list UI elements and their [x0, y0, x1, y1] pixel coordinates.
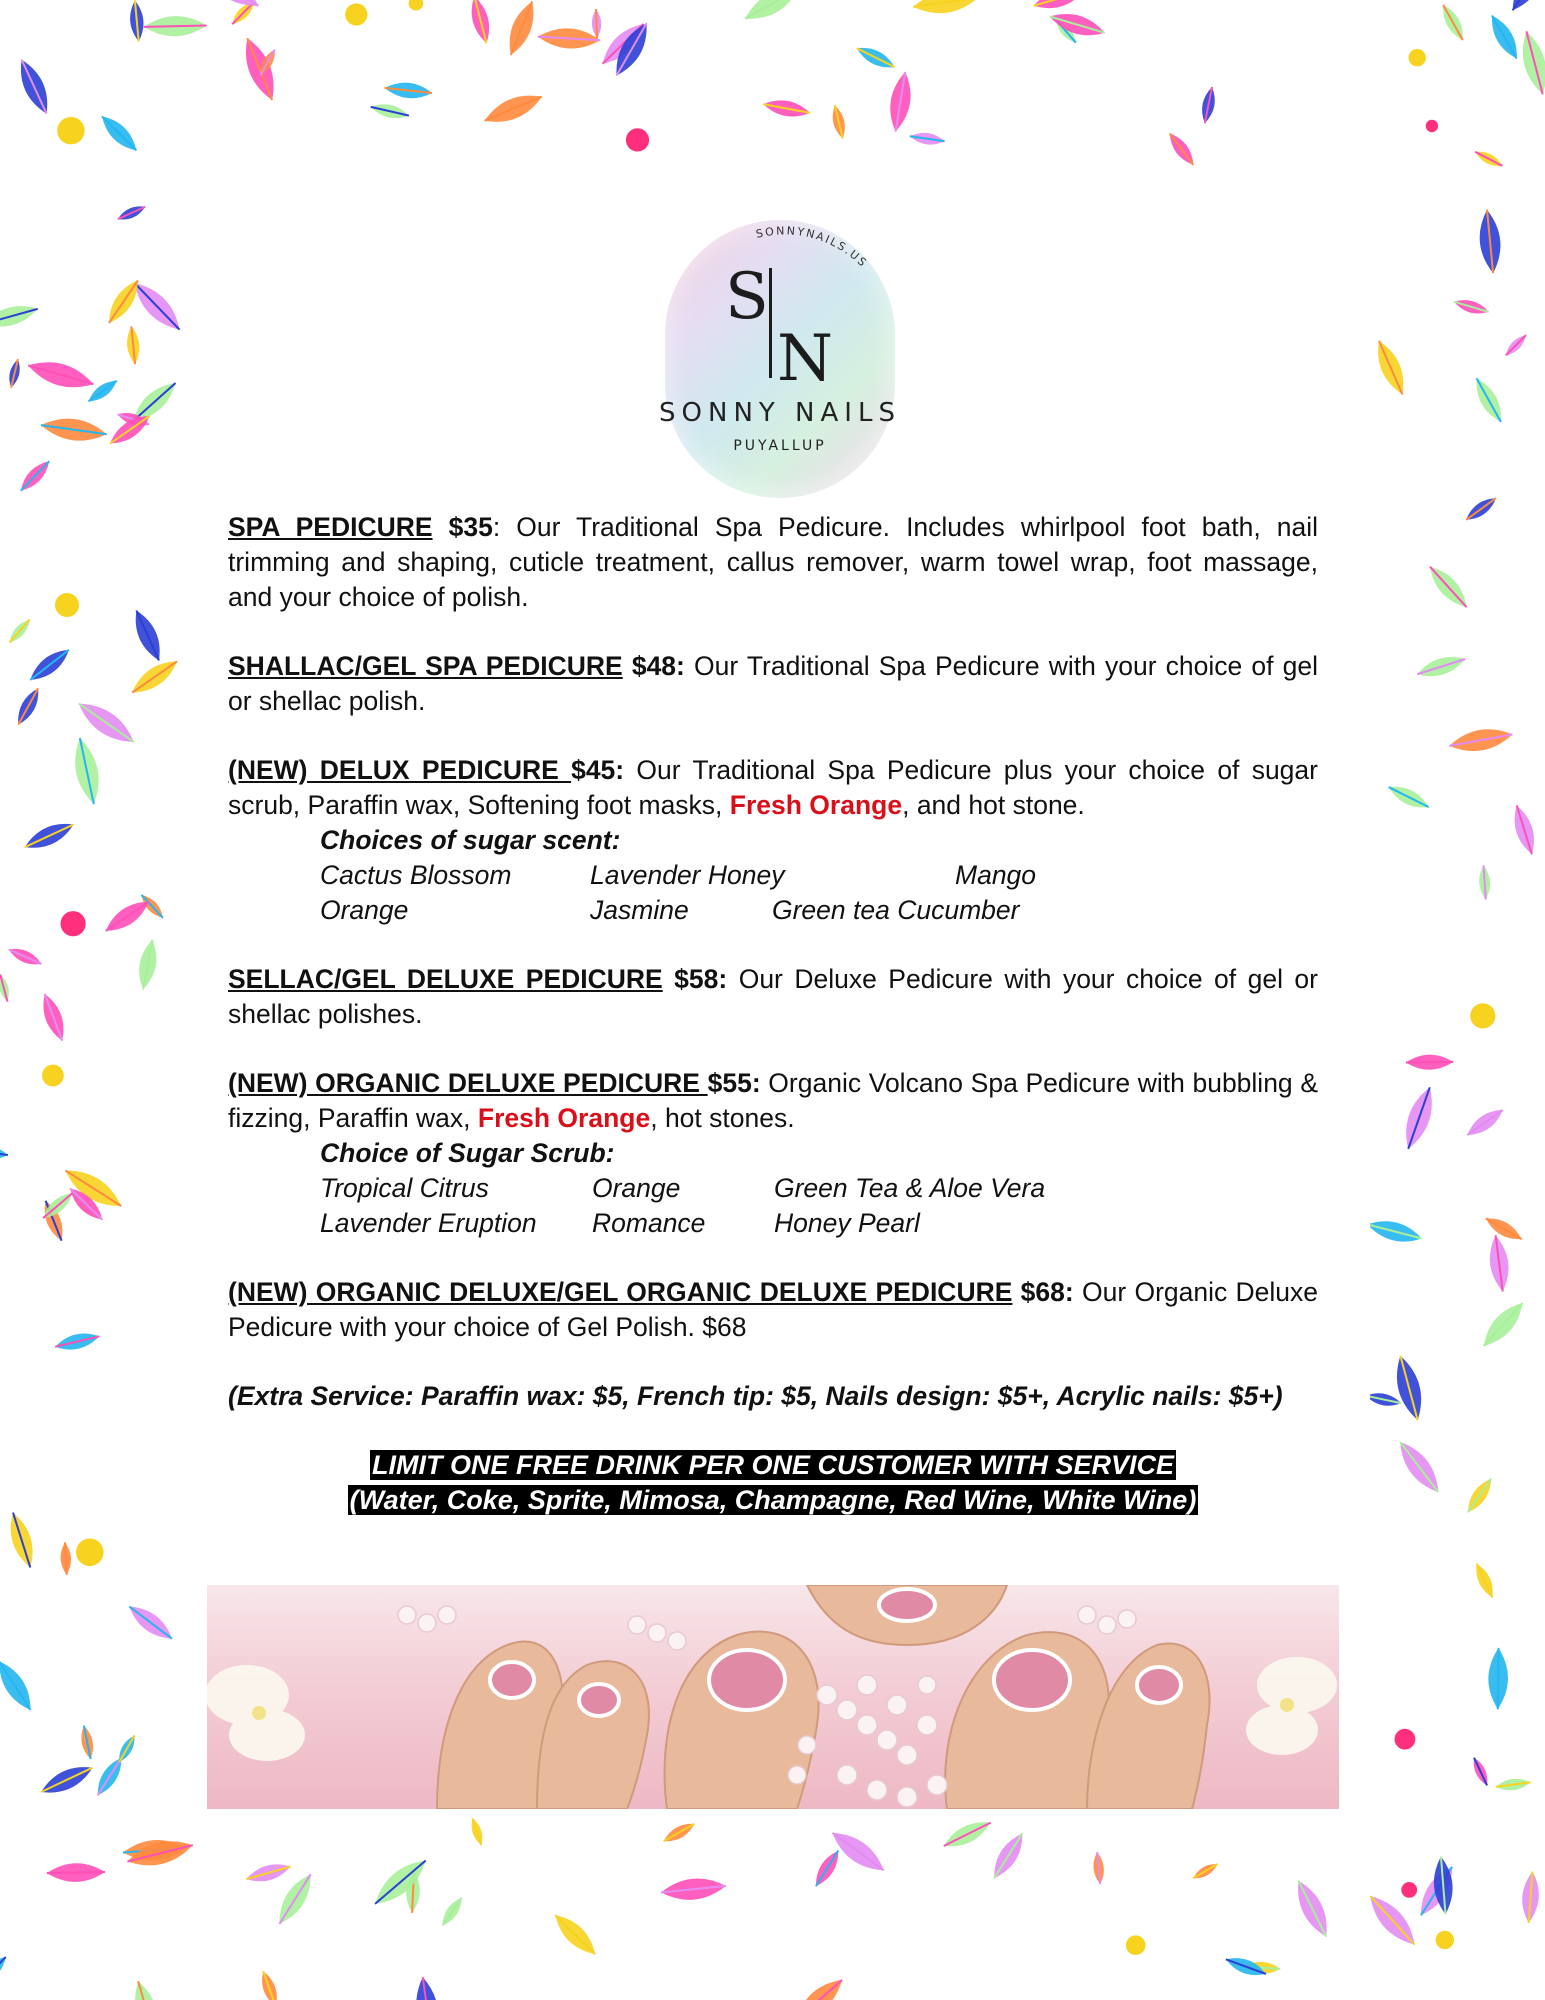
choice-item: Cactus Blossom — [320, 860, 512, 890]
fresh-orange-highlight: Fresh Orange — [729, 790, 903, 820]
border-leaf — [1473, 147, 1505, 170]
border-berry — [626, 128, 649, 151]
border-leaf — [79, 1724, 96, 1760]
choice-item: Lavender Honey — [590, 860, 785, 890]
service-price: $68: — [1012, 1277, 1074, 1307]
border-leaf — [886, 70, 915, 133]
fresh-orange-highlight: Fresh Orange — [477, 1103, 651, 1133]
border-leaf — [549, 1909, 601, 1961]
border-leaf — [1437, 2, 1468, 44]
service-menu — [228, 510, 1318, 1518]
border-leaf — [127, 654, 182, 700]
border-leaf — [826, 1825, 889, 1879]
service-price: $35 — [432, 512, 493, 542]
border-leaf — [1031, 0, 1086, 14]
sugar-scent-choices — [320, 823, 1318, 928]
service-shellac-gel-deluxe-pedicure — [228, 962, 1318, 1032]
choice-item: Mango — [955, 860, 1037, 890]
choices-heading: Choice of Sugar Scrub: — [320, 1138, 615, 1168]
service-price: $58: — [662, 964, 728, 994]
border-leaf — [1362, 1889, 1422, 1952]
border-berry — [1436, 1931, 1454, 1949]
border-berry — [1395, 1729, 1416, 1750]
border-leaf — [144, 15, 207, 36]
service-name: (NEW) ORGANIC DELUXE/GEL ORGANIC DELUXE PEDICURE — [228, 1277, 1013, 1307]
service-description: Our Deluxe Pedicure with your choice of gel or shellac polishes. — [228, 964, 1318, 1029]
border-leaf — [1470, 1756, 1492, 1788]
border-berry — [409, 0, 424, 11]
service-price: $45: — [571, 755, 625, 785]
border-leaf — [6, 616, 34, 645]
border-leaf — [1463, 493, 1500, 524]
border-leaf — [85, 376, 120, 406]
border-leaf — [244, 1860, 292, 1887]
service-name: SHALLAC/GEL SPA PEDICURE — [228, 651, 623, 681]
border-leaf — [1398, 1084, 1439, 1153]
border-leaf — [1470, 374, 1508, 425]
border-leaf — [1488, 1648, 1508, 1710]
border-leaf — [810, 1847, 844, 1890]
border-leaf — [13, 56, 55, 118]
border-leaf — [102, 276, 145, 328]
border-leaf — [125, 326, 141, 365]
service-description: Our Organic Deluxe Pedicure with your choice of Gel Polish. $68 — [228, 1277, 1319, 1342]
border-leaf — [37, 1759, 96, 1800]
border-leaf — [854, 42, 898, 73]
border-leaf — [237, 34, 282, 104]
free-drink-notice — [228, 1448, 1318, 1518]
logo-divider — [769, 268, 772, 378]
border-leaf — [16, 457, 54, 496]
service-price: $48: — [622, 651, 685, 681]
border-leaf — [940, 1815, 994, 1853]
border-leaf — [1385, 781, 1432, 814]
service-description: : Our Traditional Spa Pedicure. Includes whirlpool foot bath, nail trimming and shaping, cuticle treatment, callus remover, warm towel wrap, foot massage, and your choice of polish. — [228, 512, 1318, 612]
svg-text:SONNYNAILS.US: SONNYNAILS.US — [754, 224, 871, 271]
feet-with-pearls-illustration — [207, 1585, 1339, 1809]
border-leaf — [660, 1876, 727, 1903]
border-leaf — [1365, 1216, 1424, 1248]
choice-item: Jasmine — [590, 895, 689, 925]
border-berry — [76, 1539, 104, 1567]
logo-city: PUYALLUP — [733, 438, 827, 454]
border-berry — [42, 1065, 64, 1087]
pedicure-photo — [207, 1585, 1339, 1809]
border-leaf — [1092, 1852, 1105, 1885]
border-leaf — [987, 1829, 1030, 1883]
border-leaf — [1415, 651, 1468, 682]
border-leaf — [258, 1969, 282, 2000]
choices-heading: Choices of sugar scent: — [320, 825, 621, 855]
border-leaf — [740, 0, 803, 27]
border-leaf — [790, 1973, 849, 2000]
service-organic-deluxe-pedicure — [228, 1066, 1318, 1241]
border-leaf — [4, 1510, 39, 1570]
border-leaf — [0, 973, 12, 1003]
border-leaf — [1477, 209, 1503, 274]
border-leaf — [0, 1953, 10, 1989]
choice-item: Green Tea & Aloe Vera — [774, 1173, 1046, 1203]
border-leaf — [47, 1863, 106, 1883]
border-leaf — [272, 1869, 319, 1929]
border-leaf — [1463, 1475, 1497, 1516]
service-description-end: , and hot stone. — [902, 790, 1085, 820]
logo-monogram-s: S — [725, 260, 769, 334]
border-leaf — [1463, 1104, 1507, 1141]
service-name: SELLAC/GEL DELUXE PEDICURE — [228, 964, 663, 994]
service-delux-pedicure — [228, 753, 1318, 928]
border-leaf — [7, 358, 23, 389]
border-berry — [61, 911, 86, 936]
border-leaf — [128, 0, 145, 42]
border-leaf — [502, 0, 541, 58]
border-leaf — [1478, 865, 1491, 900]
border-leaf — [467, 0, 494, 45]
border-leaf — [1447, 724, 1514, 756]
border-berry — [1426, 120, 1438, 132]
service-description: Our Traditional Spa Pedicure with your choice of gel or shellac polish. — [228, 651, 1318, 716]
border-leaf — [1509, 803, 1540, 857]
choice-row — [320, 893, 1318, 928]
border-leaf — [128, 607, 167, 664]
border-berry — [1470, 1003, 1495, 1028]
border-leaf — [97, 111, 142, 156]
choice-item: Tropical Citrus — [320, 1173, 489, 1203]
border-leaf — [69, 736, 104, 807]
border-leaf — [368, 1852, 433, 1912]
service-price: $55: — [707, 1068, 761, 1098]
border-berry — [57, 117, 84, 144]
choice-item: Orange — [320, 895, 409, 925]
choice-item: Honey Pearl — [774, 1208, 920, 1238]
border-leaf — [909, 131, 945, 147]
border-leaf — [135, 938, 160, 991]
border-leaf — [0, 1656, 38, 1715]
border-leaf — [1503, 332, 1530, 359]
border-leaf — [124, 1600, 177, 1646]
border-leaf — [1191, 1860, 1220, 1882]
border-leaf — [25, 644, 73, 686]
border-leaf — [537, 27, 601, 51]
border-leaf — [0, 300, 40, 332]
choice-item: Lavender Eruption — [320, 1208, 537, 1238]
border-leaf — [25, 355, 96, 395]
choice-item: Orange — [592, 1173, 681, 1203]
border-leaf — [53, 1329, 101, 1354]
service-spa-pedicure — [228, 510, 1318, 615]
service-description: Our Traditional Spa Pedicure plus your choice of sugar scrub, Paraffin wax, Softening foot masks, — [228, 755, 1318, 820]
border-leaf — [1516, 29, 1545, 97]
border-leaf — [438, 1895, 466, 1929]
choice-row — [320, 1171, 1318, 1206]
border-leaf — [1495, 1777, 1531, 1793]
border-berry — [1126, 1935, 1146, 1955]
border-berry — [1409, 49, 1426, 66]
border-leaf — [39, 415, 108, 445]
border-leaf — [116, 202, 147, 223]
notice-line-1: LIMIT ONE FREE DRINK PER ONE CUSTOMER WITH SERVICE — [371, 1450, 1175, 1480]
notice-line-2: (Water, Coke, Sprite, Mimosa, Champagne, Red Wine, White Wine) — [349, 1485, 1197, 1515]
border-leaf — [661, 1819, 697, 1846]
choice-item: Romance — [592, 1208, 706, 1238]
border-leaf — [481, 88, 546, 130]
border-leaf — [21, 817, 77, 855]
logo-brand-name: SONNY NAILS — [659, 398, 901, 428]
border-leaf — [1452, 296, 1490, 317]
service-description-end: , hot stones. — [650, 1103, 795, 1133]
border-leaf — [1199, 86, 1218, 125]
service-description: Organic Volcano Spa Pedicure with bubbling & fizzing, Paraffin wax, — [228, 1068, 1318, 1133]
border-leaf — [468, 1817, 485, 1846]
service-organic-deluxe-gel-pedicure — [228, 1275, 1318, 1345]
border-berry — [345, 3, 367, 25]
border-leaf — [1365, 1390, 1403, 1409]
border-leaf — [92, 1754, 128, 1799]
border-leaf — [1485, 12, 1524, 63]
border-leaf — [129, 1978, 165, 2000]
border-leaf — [60, 1542, 72, 1575]
choice-item: Green tea Cucumber — [772, 895, 1020, 925]
border-leaf — [369, 101, 410, 122]
border-berry — [55, 593, 79, 617]
border-leaf — [1520, 1871, 1540, 1924]
border-leaf — [384, 80, 433, 100]
border-leaf — [1471, 1561, 1497, 1600]
service-name: (NEW) ORGANIC DELUXE PEDICURE — [228, 1068, 708, 1098]
border-leaf — [1487, 1234, 1512, 1293]
border-leaf — [762, 97, 812, 121]
border-leaf — [1370, 337, 1411, 398]
sonny-nails-logo — [659, 220, 901, 498]
border-leaf — [1423, 561, 1473, 613]
border-leaf — [196, 0, 265, 15]
border-leaf — [1165, 130, 1199, 169]
border-leaf — [912, 0, 980, 17]
border-leaf — [1482, 1213, 1524, 1245]
border-leaf — [829, 104, 848, 140]
choice-row — [320, 858, 1318, 893]
choice-row — [320, 1206, 1318, 1241]
border-leaf — [1390, 1353, 1428, 1423]
border-berry — [1401, 1882, 1417, 1898]
service-name: SPA PEDICURE — [228, 512, 433, 542]
border-leaf — [1406, 1054, 1453, 1070]
border-leaf — [6, 944, 43, 969]
border-leaf — [1290, 1876, 1336, 1941]
border-leaf — [1506, 0, 1545, 15]
border-leaf — [37, 991, 69, 1043]
border-leaf — [0, 1140, 9, 1164]
border-leaf — [1392, 1436, 1446, 1498]
sugar-scrub-choices — [320, 1136, 1318, 1241]
service-shellac-gel-spa-pedicure — [228, 649, 1318, 719]
logo-monogram-n: N — [777, 322, 833, 396]
border-leaf — [1047, 8, 1107, 42]
border-leaf — [1477, 1297, 1530, 1352]
border-leaf — [412, 1976, 443, 2000]
border-leaf — [591, 9, 601, 39]
border-leaf — [12, 685, 44, 728]
service-name: (NEW) DELUX PEDICURE — [228, 755, 572, 785]
extra-service-note: (Extra Service: Paraffin wax: $5, French tip: $5, Nails design: $5+, Acrylic nails: $5+) — [228, 1381, 1283, 1411]
